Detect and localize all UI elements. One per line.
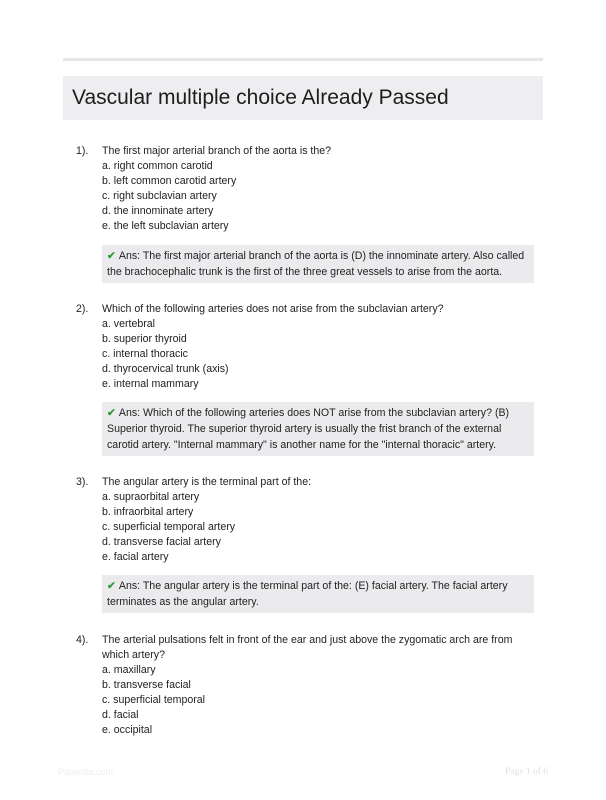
answer-box	[102, 575, 534, 613]
option-list	[102, 317, 532, 392]
question-prompt: The angular artery is the terminal part of the:	[102, 476, 312, 488]
option-b: b. infraorbital artery	[102, 506, 194, 518]
question-prompt: Which of the following arteries does not arise from the subclavian artery?	[102, 303, 444, 315]
option-b: b. left common carotid artery	[102, 175, 237, 187]
option-d: d. facial	[102, 709, 139, 721]
option-b: b. superior thyroid	[102, 333, 187, 345]
footer-watermark: Paperlibr.com	[58, 767, 114, 777]
question-number: 1).	[76, 145, 89, 157]
option-e: e. occipital	[102, 724, 153, 736]
option-d: d. transverse facial artery	[102, 536, 221, 548]
question-number: 3).	[76, 476, 89, 488]
option-d: d. the innominate artery	[102, 205, 214, 217]
check-icon: ✔	[107, 250, 116, 262]
question-prompt: The arterial pulsations felt in front of the ear and just above the zygomatic arch are from which artery?	[102, 634, 513, 661]
option-list	[102, 159, 532, 234]
option-b: b. transverse facial	[102, 679, 191, 691]
question-number: 4).	[76, 634, 89, 646]
title-banner	[63, 76, 543, 120]
answer-text: Ans: The first major arterial branch of the aorta is (D) the innominate artery. Also called the brachocephalic trunk is the first of the three great vessels to arise from the aorta.	[107, 250, 525, 278]
option-a: a. right common carotid	[102, 160, 213, 172]
option-c: c. superficial temporal	[102, 694, 206, 706]
page-title: Vascular multiple choice Already Passed	[72, 86, 449, 109]
option-c: c. right subclavian artery	[102, 190, 217, 202]
option-e: e. internal mammary	[102, 378, 199, 390]
answer-box	[102, 245, 534, 283]
option-a: a. maxillary	[102, 664, 156, 676]
option-d: d. thyrocervical trunk (axis)	[102, 363, 229, 375]
check-icon: ✔	[107, 407, 116, 419]
option-e: e. the left subclavian artery	[102, 220, 229, 232]
option-c: c. superficial temporal artery	[102, 521, 236, 533]
option-e: e. facial artery	[102, 551, 169, 563]
answer-text: Ans: Which of the following arteries does NOT arise from the subclavian artery? (B) Superior thyroid. The superior thyroid artery is usually the frist branch of the external carotid artery. "Internal mammary" is another name for the "internal thoracic" artery.	[107, 407, 510, 451]
option-list	[102, 490, 532, 565]
answer-text: Ans: The angular artery is the terminal part of the: (E) facial artery. The facial artery terminates as the angular artery.	[107, 580, 508, 608]
option-c: c. internal thoracic	[102, 348, 188, 360]
question-number: 2).	[76, 303, 89, 315]
option-list	[102, 663, 532, 738]
answer-box	[102, 402, 534, 456]
check-icon: ✔	[107, 580, 116, 592]
page-number: Page 1 of 6	[505, 767, 549, 777]
option-a: a. vertebral	[102, 318, 155, 330]
top-divider	[63, 58, 543, 61]
question-prompt: The first major arterial branch of the aorta is the?	[102, 145, 332, 157]
option-a: a. supraorbital artery	[102, 491, 200, 503]
